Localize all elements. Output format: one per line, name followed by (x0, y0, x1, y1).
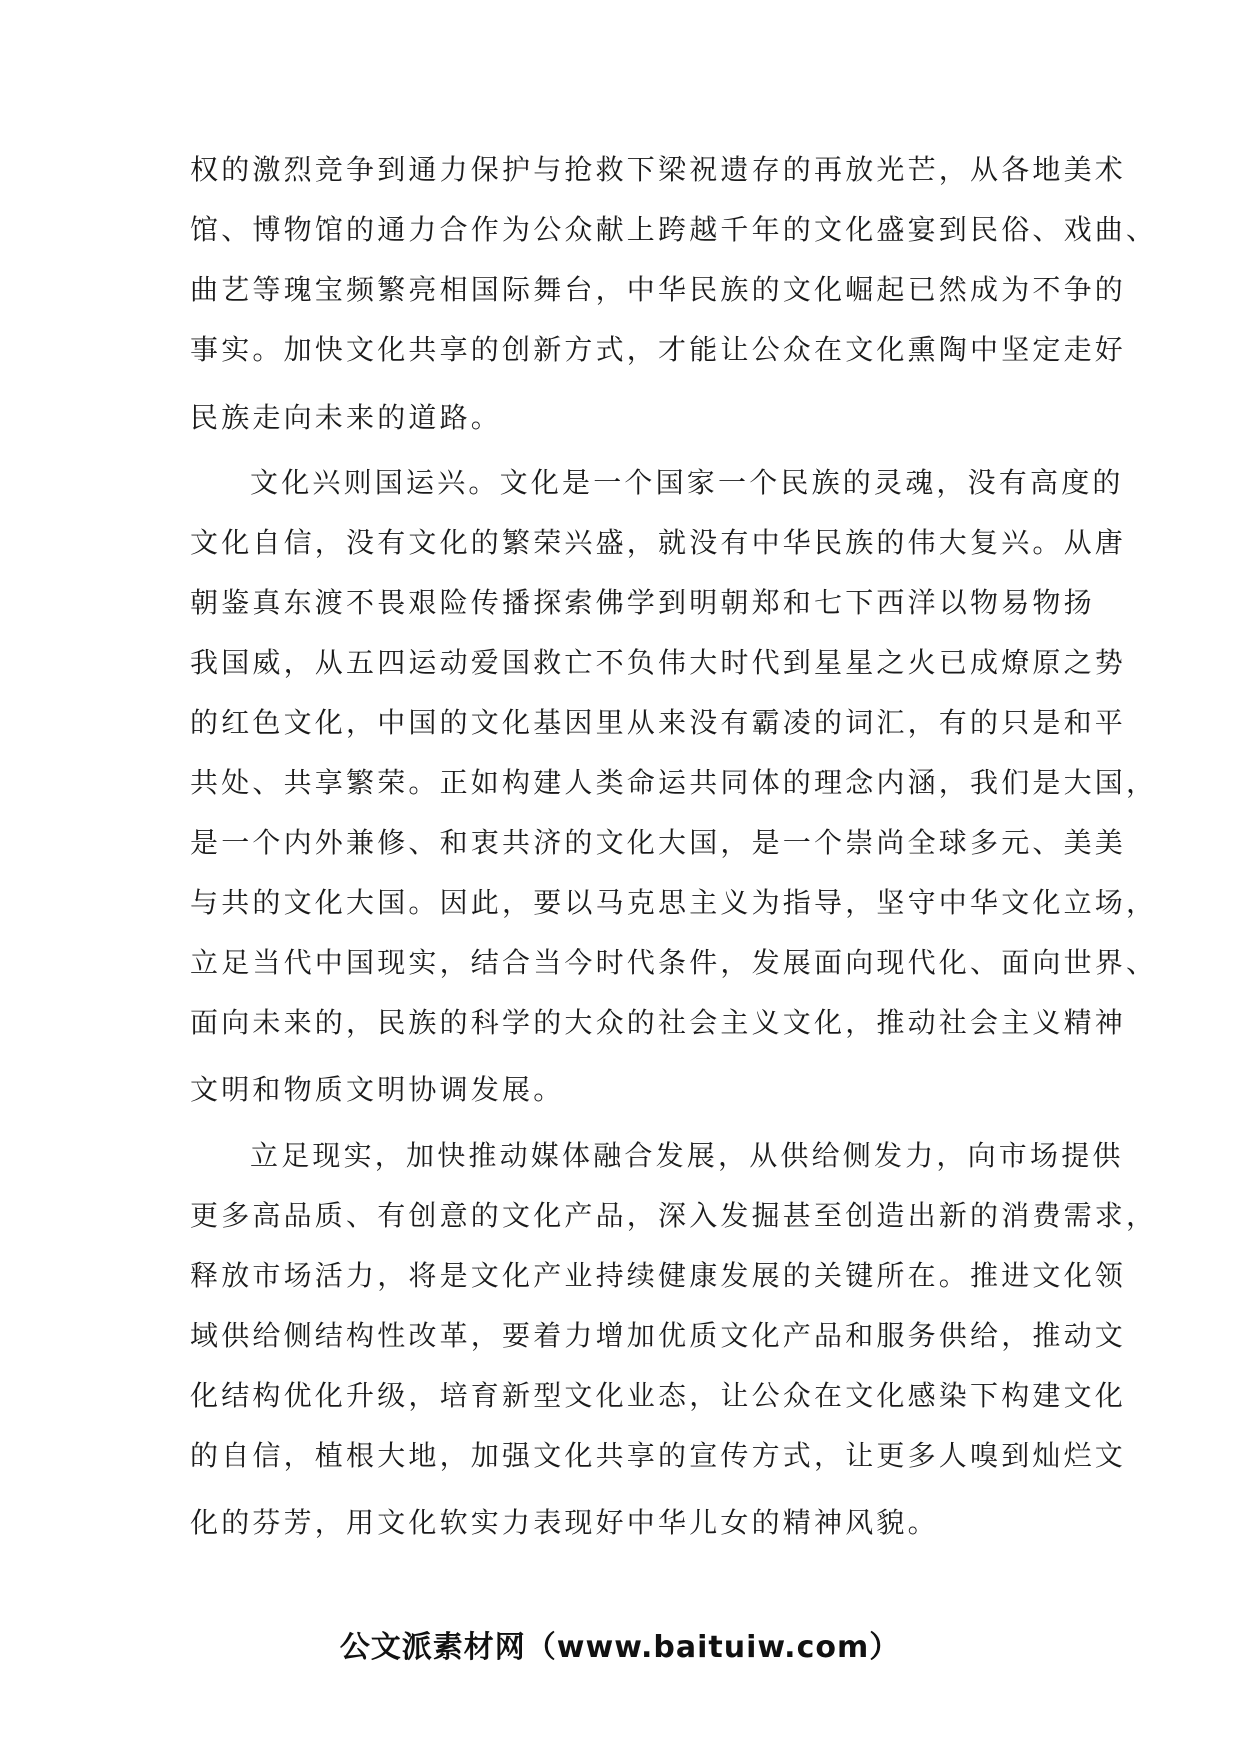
text-line: 文化自信，没有文化的繁荣兴盛，就没有中华民族的伟大复兴。从唐 (190, 526, 1127, 559)
text-line: 的自信，植根大地，加强文化共享的宣传方式，让更多人嗅到灿烂文 (190, 1439, 1127, 1472)
text-line: 面向未来的，民族的科学的大众的社会主义文化，推动社会主义精神 (190, 1006, 1127, 1039)
paragraph-first-line: 文化兴则国运兴。文化是一个国家一个民族的灵魂，没有高度的 (250, 466, 1124, 499)
text-line: 化的芬芳，用文化软实力表现好中华儿女的精神风貌。 (190, 1506, 939, 1539)
text-line: 是一个内外兼修、和衷共济的文化大国，是一个崇尚全球多元、美美 (190, 826, 1127, 859)
text-line: 权的激烈竞争到通力保护与抢救下梁祝遗存的再放光芒，从各地美术 (190, 153, 1127, 186)
text-line: 立足当代中国现实，结合当今时代条件，发展面向现代化、面向世界、 (190, 946, 1158, 979)
text-line: 释放市场活力，将是文化产业持续健康发展的关键所在。推进文化领 (190, 1259, 1127, 1292)
paragraph-first-line: 立足现实，加快推动媒体融合发展，从供给侧发力，向市场提供 (250, 1139, 1124, 1172)
text-line: 共处、共享繁荣。正如构建人类命运共同体的理念内涵，我们是大国， (190, 766, 1158, 799)
text-line: 的红色文化，中国的文化基因里从来没有霸凌的词汇，有的只是和平 (190, 706, 1127, 739)
text-line: 我国威，从五四运动爱国救亡不负伟大时代到星星之火已成燎原之势 (190, 646, 1127, 679)
text-line: 馆、博物馆的通力合作为公众献上跨越千年的文化盛宴到民俗、戏曲、 (190, 213, 1158, 246)
text-line: 朝鉴真东渡不畏艰险传播探索佛学到明朝郑和七下西洋以物易物扬 (190, 586, 1095, 619)
text-line: 民族走向未来的道路。 (190, 401, 503, 434)
text-line: 事实。加快文化共享的创新方式，才能让公众在文化熏陶中坚定走好 (190, 333, 1127, 366)
text-line: 域供给侧结构性改革，要着力增加优质文化产品和服务供给，推动文 (190, 1319, 1127, 1352)
text-line: 与共的文化大国。因此，要以马克思主义为指导，坚守中华文化立场， (190, 886, 1158, 919)
text-line: 文明和物质文明协调发展。 (190, 1073, 565, 1106)
footer-watermark: 公文派素材网（www.baituiw.com） (339, 1630, 901, 1665)
text-line: 化结构优化升级，培育新型文化业态，让公众在文化感染下构建文化 (190, 1379, 1127, 1412)
text-line: 更多高品质、有创意的文化产品，深入发掘甚至创造出新的消费需求， (190, 1199, 1158, 1232)
text-line: 曲艺等瑰宝频繁亮相国际舞台，中华民族的文化崛起已然成为不争的 (190, 273, 1127, 306)
